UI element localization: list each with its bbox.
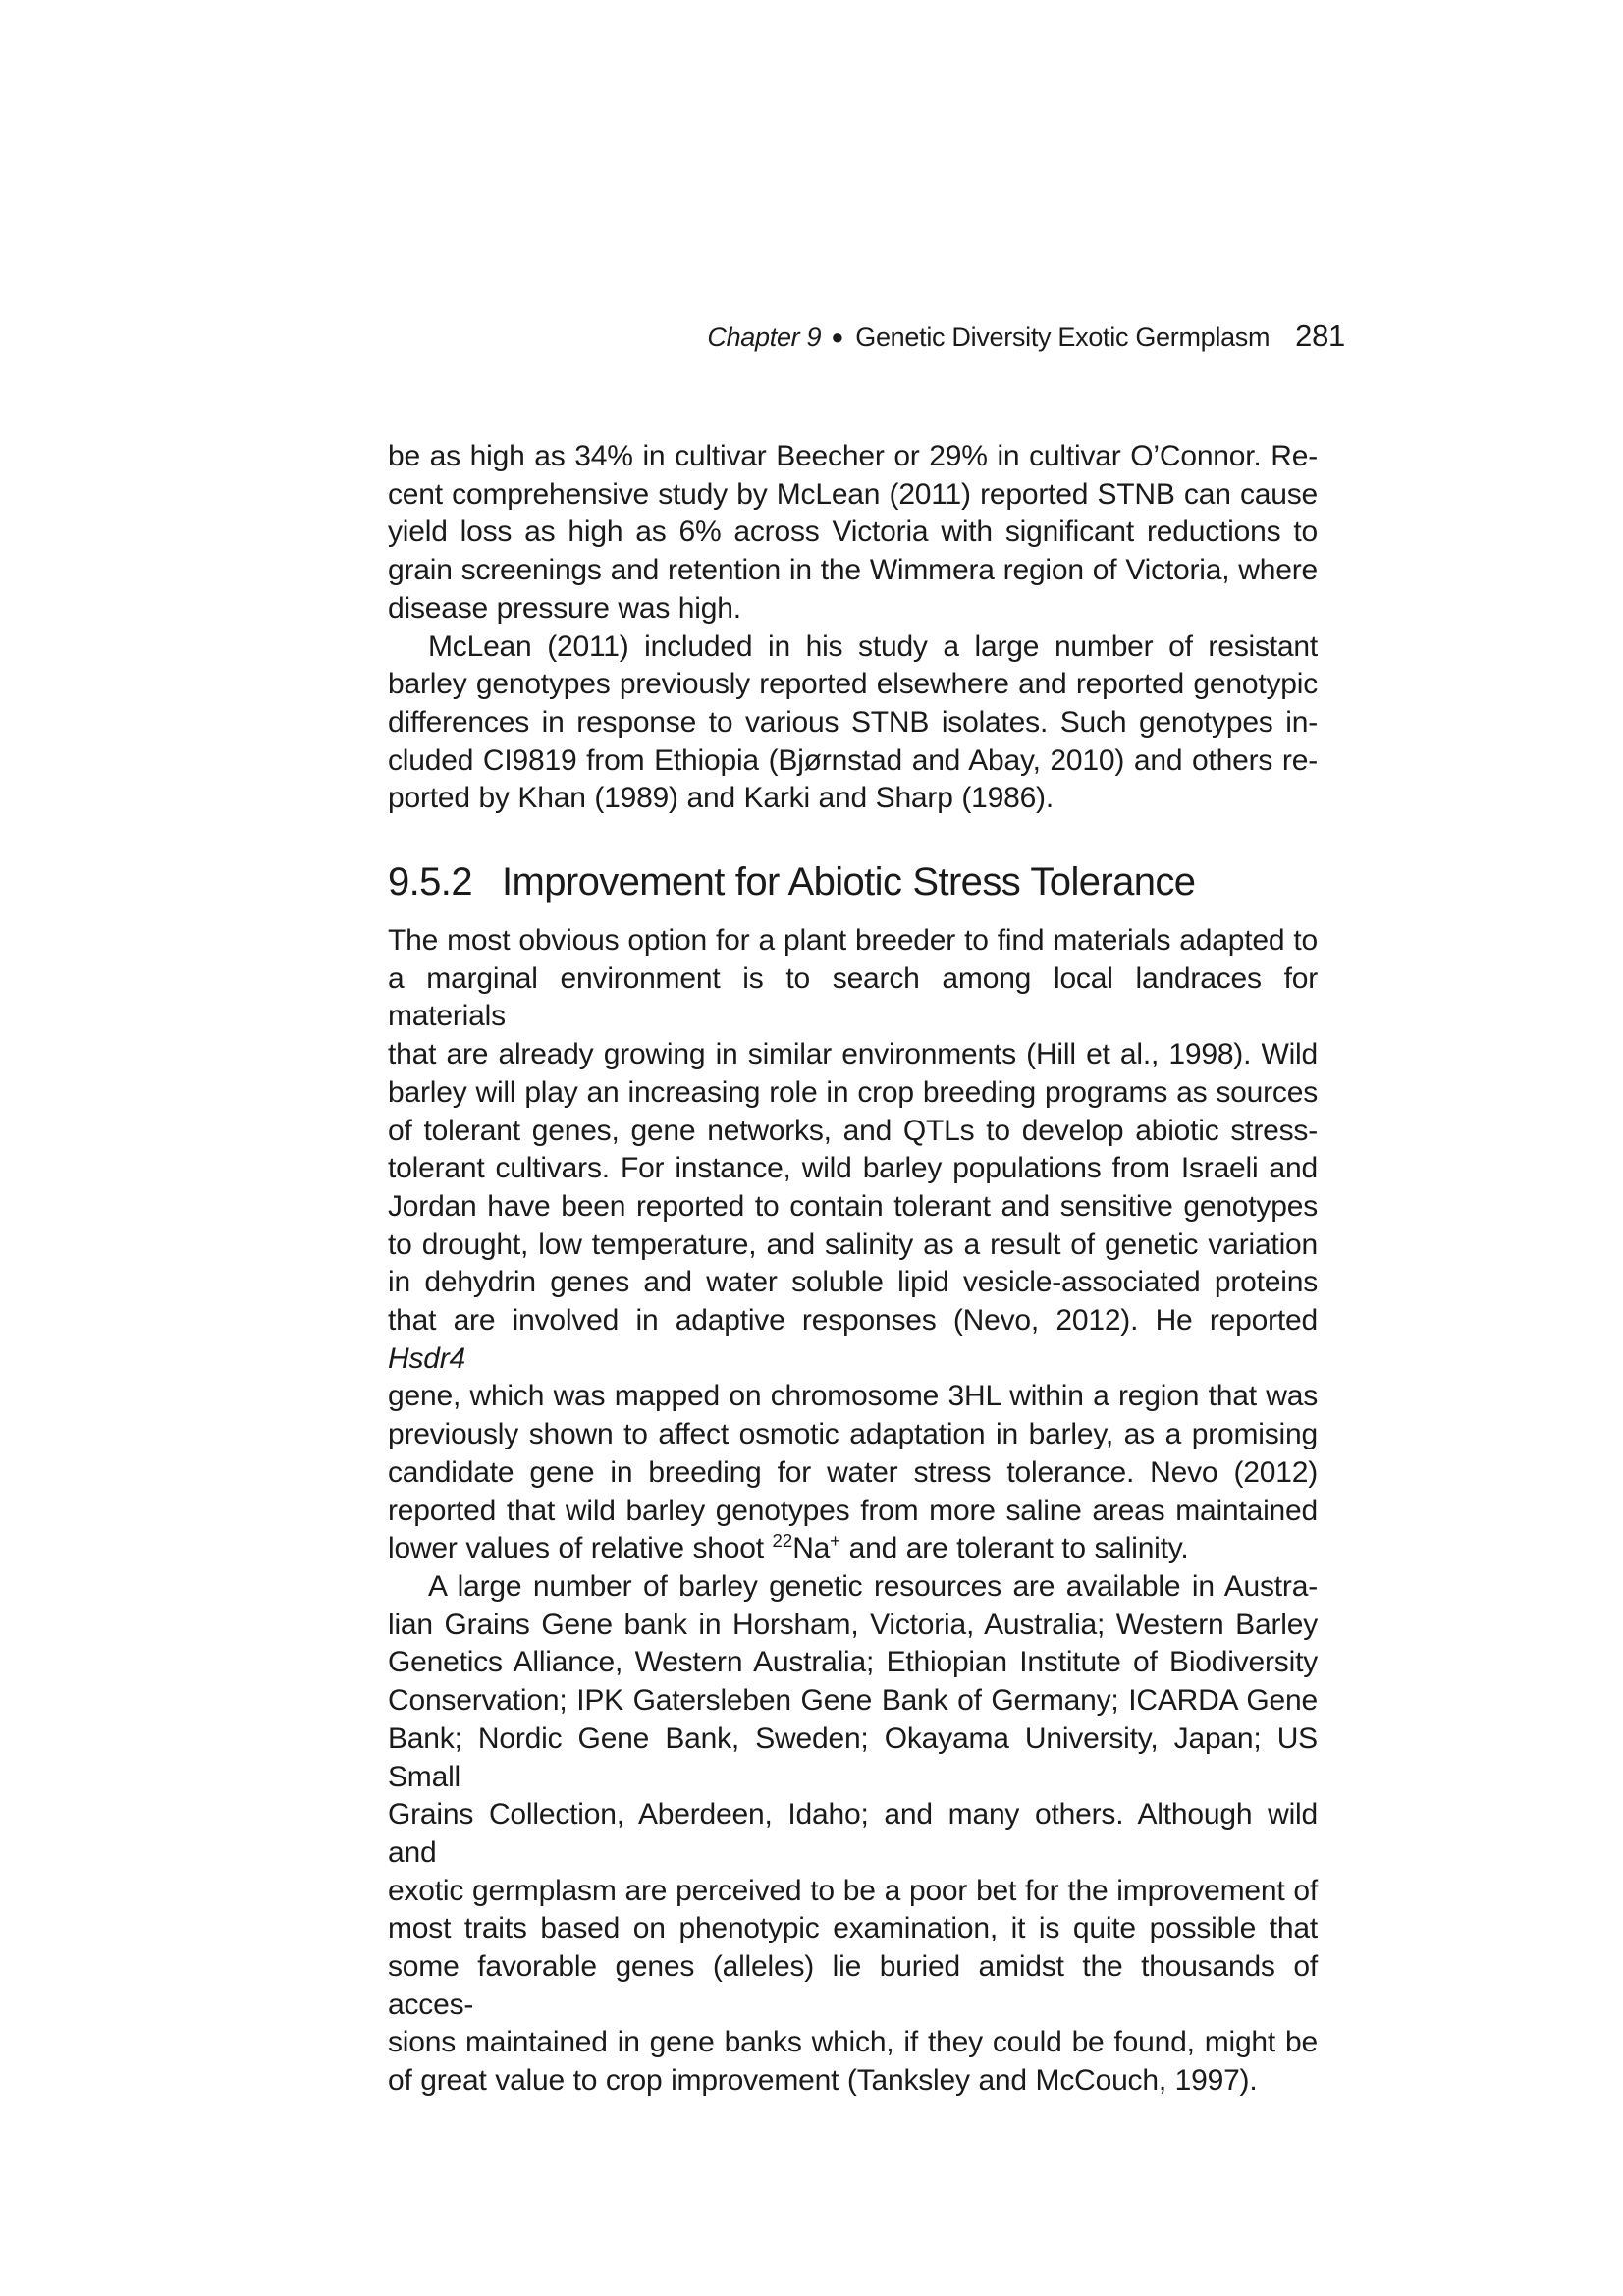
chapter-label: Chapter 9 [707,322,822,352]
paragraph-line: Bank; Nordic Gene Bank, Sweden; Okayama University, Japan; US Small [388,1722,1318,1793]
paragraph-line: be as high as 34% in cultivar Beecher or 29% in cultivar O’Connor. Re- [388,440,1318,472]
paragraph-line: previously shown to affect osmotic adaptation in barley, as a promising [388,1418,1318,1451]
paragraph-line: to drought, low temperature, and salinity as a result of genetic variation [388,1228,1318,1261]
paragraph-line: disease pressure was high. [388,591,741,625]
paragraph-line: The most obvious option for a plant breeder to find materials adapted to [388,924,1318,957]
paragraph [388,629,1318,819]
paragraph-line: barley will play an increasing role in crop breeding programs as sources [388,1075,1318,1109]
paragraph-line: reported that wild barley genotypes from more saline areas maintained [388,1494,1318,1527]
paragraph-line: most traits based on phenotypic examination, it is quite possible that [388,1912,1318,1945]
paragraph-line: that are already growing in similar environments (Hill et al., 1998). Wild [388,1038,1318,1071]
paragraph-line: yield loss as high as 6% across Victoria with significant reductions to [388,516,1318,549]
paragraph-line: of great value to crop improvement (Tanksley and McCouch, 1997). [388,2064,1258,2098]
section-title: Improvement for Abiotic Stress Tolerance [501,860,1196,904]
paragraph-line: tolerant cultivars. For instance, wild barley populations from Israeli and [388,1152,1318,1185]
paragraph-line: A large number of barley genetic resources are available in Austra- [428,1569,1318,1603]
paragraph-line: lian Grains Gene bank in Horsham, Victoria, Australia; Western Barley [388,1608,1318,1641]
content [388,438,1318,2101]
paragraph-line: sions maintained in gene banks which, if they could be found, might be [388,2026,1318,2059]
section-heading [388,858,1318,905]
chapter-title: Genetic Diversity Exotic Germplasm [855,322,1271,352]
paragraph-line: that are involved in adaptive responses (Nevo, 2012). He reported Hsdr4 [388,1304,1318,1375]
paragraph-line: a marginal environment is to search among local landraces for materials [388,961,1318,1033]
paragraph-line: some favorable genes (alleles) lie buried amidst the thousands of acces- [388,1950,1318,2021]
paragraph-line: cluded CI9819 from Ethiopia (Bjørnstad and Abay, 2010) and others re- [388,743,1318,777]
paragraph-line: exotic germplasm are perceived to be a poor bet for the improvement of [388,1874,1318,1907]
paragraph [388,922,1318,1568]
paragraph-line: ported by Khan (1989) and Karki and Sharp (1986). [388,782,1054,815]
page-number: 281 [1295,318,1345,353]
running-head [388,318,1345,354]
paragraph [388,1568,1318,2101]
paragraph [388,438,1318,629]
paragraph-line: Jordan have been reported to contain tolerant and sensitive genotypes [388,1189,1318,1223]
paragraph-line: candidate gene in breeding for water stress tolerance. Nevo (2012) [388,1455,1318,1489]
paragraph-line: gene, which was mapped on chromosome 3HL within a region that was [388,1380,1318,1413]
paragraph-line: lower values of relative shoot $^{22}$Na+ and are tolerant to salinity. [388,1530,1189,1565]
paragraph-line: differences in response to various STNB isolates. Such genotypes in- [388,705,1318,738]
paragraph-line: grain screenings and retention in the Wimmera region of Victoria, where [388,554,1318,587]
paragraph-line: barley genotypes previously reported elsewhere and reported genotypic [388,668,1318,701]
section-number: 9.5.2 [388,860,472,904]
bullet-separator-icon: ● [831,324,844,349]
paragraph-line: Grains Collection, Aberdeen, Idaho; and many others. Although wild and [388,1798,1318,1869]
paragraph-line: in dehydrin genes and water soluble lipid vesicle-associated proteins [388,1266,1318,1299]
paragraph-line: of tolerant genes, gene networks, and QTLs to develop abiotic stress- [388,1114,1318,1147]
paragraph-line: cent comprehensive study by McLean (2011) reported STNB can cause [388,477,1318,511]
paragraph-line: Conservation; IPK Gatersleben Gene Bank of Germany; ICARDA Gene [388,1684,1318,1718]
paragraph-line: McLean (2011) included in his study a large number of resistant [428,629,1318,663]
paragraph-line: Genetics Alliance, Western Australia; Ethiopian Institute of Biodiversity [388,1646,1318,1679]
